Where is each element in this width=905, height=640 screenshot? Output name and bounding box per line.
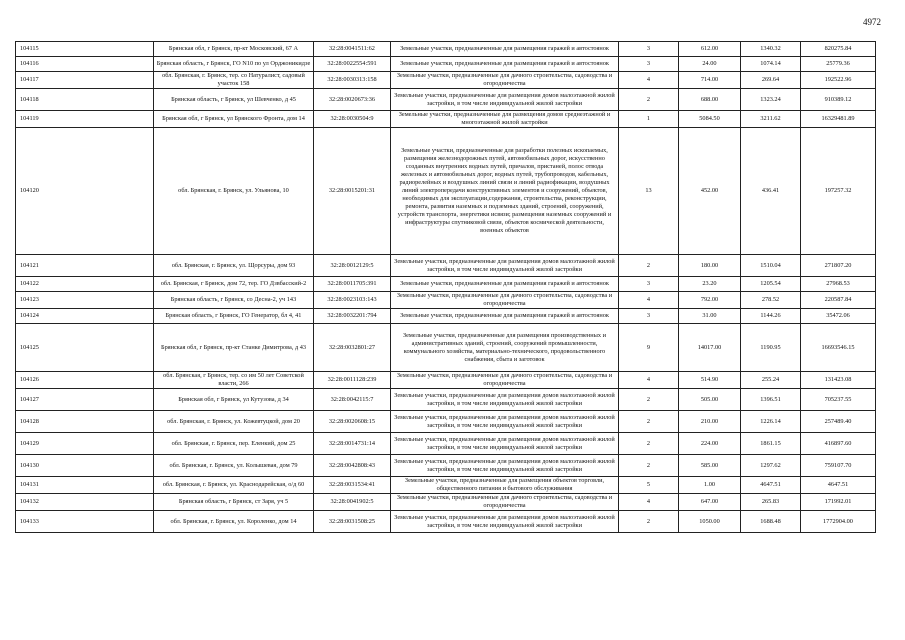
- cell-address: обл. Брянская, г. Брянск, тер. со Натуралист, садовый участок 158: [154, 72, 314, 89]
- cell-specific-value: 3211.62: [741, 111, 801, 128]
- cell-specific-value: 1861.15: [741, 433, 801, 455]
- cell-area: 792.00: [679, 292, 741, 309]
- cell-land-use: Земельные участки, предназначенные для размещения домов малоэтажной жилой застройки, в том числе индивидуальной жилой застройки: [391, 389, 619, 411]
- cell-cadastral-number: 32:28:0011128:239: [314, 372, 391, 389]
- table-row: [16, 292, 876, 309]
- table-row: [16, 411, 876, 433]
- table-row: [16, 389, 876, 411]
- cell-cadastral-value: 257489.40: [801, 411, 876, 433]
- cell-cadastral-number: 32:28:0020673:36: [314, 89, 391, 111]
- cell-cadastral-number: 32:28:0042808:43: [314, 455, 391, 477]
- cell-cadastral-value: 271807.20: [801, 255, 876, 277]
- cell-land-use: Земельные участки, предназначенные для размещения гаражей и автостоянок: [391, 42, 619, 57]
- cell-address: Брянская обл, г Брянск, ул Кутузова, д 34: [154, 389, 314, 411]
- cell-specific-value: 278.52: [741, 292, 801, 309]
- cell-area: 452.00: [679, 128, 741, 255]
- cell-group: 13: [619, 128, 679, 255]
- cell-address: Брянская обл, г Брянск, пр-кт Московский, 67 А: [154, 42, 314, 57]
- cell-area: 23.20: [679, 277, 741, 292]
- cell-cadastral-number: 32:28:0031534:41: [314, 477, 391, 494]
- cell-specific-value: 1190.95: [741, 324, 801, 372]
- cell-cadastral-value: 16693546.15: [801, 324, 876, 372]
- cell-cadastral-value: 171992.01: [801, 494, 876, 511]
- cell-land-use: Земельные участки, предназначенные для размещения гаражей и автостоянок: [391, 309, 619, 324]
- table-row: [16, 309, 876, 324]
- cell-specific-value: 1396.51: [741, 389, 801, 411]
- cell-address: обл. Брянская, г. Брянск, ул. Ульянова, 10: [154, 128, 314, 255]
- cell-group: 1: [619, 111, 679, 128]
- cell-specific-value: 1688.48: [741, 511, 801, 533]
- cell-cadastral-number: 32:28:0020608:15: [314, 411, 391, 433]
- cell-group: 2: [619, 389, 679, 411]
- cell-cadastral-number: 32:28:0015201:31: [314, 128, 391, 255]
- cell-land-use: Земельные участки, предназначенные для размещения производственных и административных зданий, строений, сооружений промышленности, коммунального хозяйства, материально-технического, продовольственного снабжения, сбыта и заготовок: [391, 324, 619, 372]
- cell-number: 104125: [16, 324, 154, 372]
- cell-address: Брянская область, г Брянск, ст Заря, уч 5: [154, 494, 314, 511]
- cell-specific-value: 255.24: [741, 372, 801, 389]
- cell-specific-value: 1323.24: [741, 89, 801, 111]
- table-row: [16, 455, 876, 477]
- cell-number: 104132: [16, 494, 154, 511]
- table-row: [16, 511, 876, 533]
- cell-cadastral-value: 192522.96: [801, 72, 876, 89]
- cell-land-use: Земельные участки, предназначенные для разработки полезных ископаемых, размещения железнодорожных путей, автомобильных дорог, искусственно созданных внутренних водных путей, причалов, пристаней, полос отвода железных и автомобильных дорог, водных путей, трубопроводов, кабельных, радиорелейных и воздушных линий связи и линий радиофикации, воздушных линий электропередачи конструктивных элементов и сооружений, объектов, необходимых для эксплуатации,содержания, строительства, реконструкции, ремонта, развития наземных и подземных зданий, строений, сооружений, устройств транспорта, энергетики исвязи; размещения наземных сооружений и инфраструктуры спутниковой связи, объектов космической деятельности, военных объектов: [391, 128, 619, 255]
- table-row: [16, 89, 876, 111]
- cell-number: 104126: [16, 372, 154, 389]
- cell-land-use: Земельные участки, предназначенные для размещения объектов торговли, общественного питания и бытового обслуживания: [391, 477, 619, 494]
- page-number: 4972: [863, 17, 881, 27]
- cell-group: 4: [619, 494, 679, 511]
- cell-area: 1.00: [679, 477, 741, 494]
- cell-land-use: Земельные участки, предназначенные для дачного строительства, садоводства и огородничества: [391, 494, 619, 511]
- cell-number: 104129: [16, 433, 154, 455]
- cell-address: обл. Брянская, г Брянск, тер. со им 50 лет Советской власти, 266: [154, 372, 314, 389]
- cell-number: 104120: [16, 128, 154, 255]
- cell-land-use: Земельные участки, предназначенные для дачного строительства, садоводства и огородничества: [391, 372, 619, 389]
- cell-cadastral-value: 35472.06: [801, 309, 876, 324]
- cell-cadastral-number: 32:28:0011705:391: [314, 277, 391, 292]
- cell-group: 3: [619, 42, 679, 57]
- cell-land-use: Земельные участки, предназначенные для размещения домов малоэтажной жилой застройки, в том числе индивидуальной жилой застройки: [391, 89, 619, 111]
- cell-number: 104121: [16, 255, 154, 277]
- table-row: [16, 128, 876, 255]
- cell-number: 104133: [16, 511, 154, 533]
- cell-group: 3: [619, 309, 679, 324]
- cell-area: 585.00: [679, 455, 741, 477]
- cell-number: 104118: [16, 89, 154, 111]
- cell-cadastral-value: 416897.60: [801, 433, 876, 455]
- cell-area: 647.00: [679, 494, 741, 511]
- cell-land-use: Земельные участки, предназначенные для дачного строительства, садоводства и огородничества: [391, 72, 619, 89]
- cell-land-use: Земельные участки, предназначенные для размещения домов среднеэтажной и многоэтажной жилой застройки: [391, 111, 619, 128]
- cell-group: 9: [619, 324, 679, 372]
- cell-cadastral-number: 32:28:0032801:27: [314, 324, 391, 372]
- cell-group: 4: [619, 72, 679, 89]
- cell-cadastral-value: 25779.36: [801, 57, 876, 72]
- cell-specific-value: 1510.04: [741, 255, 801, 277]
- cell-number: 104123: [16, 292, 154, 309]
- cell-specific-value: 1297.62: [741, 455, 801, 477]
- cell-address: Брянская область, г Брянск, ГО N10 по ул Орджоникидзе: [154, 57, 314, 72]
- cell-address: обл. Брянская, г. Брянск, пер. Еленкий, дом 25: [154, 433, 314, 455]
- cell-cadastral-number: 32:28:0031508:25: [314, 511, 391, 533]
- cell-area: 505.00: [679, 389, 741, 411]
- cell-address: Брянская обл, г Брянск, пр-кт Станке Димитрова, д 43: [154, 324, 314, 372]
- cell-cadastral-number: 32:28:0032201:794: [314, 309, 391, 324]
- cell-cadastral-number: 32:28:0012129:5: [314, 255, 391, 277]
- cell-area: 514.90: [679, 372, 741, 389]
- cell-cadastral-value: 820275.84: [801, 42, 876, 57]
- cell-cadastral-value: 197257.32: [801, 128, 876, 255]
- table-row: [16, 477, 876, 494]
- cell-number: 104116: [16, 57, 154, 72]
- table-row: [16, 372, 876, 389]
- cell-area: 14017.00: [679, 324, 741, 372]
- cell-cadastral-value: 131423.08: [801, 372, 876, 389]
- cell-group: 2: [619, 89, 679, 111]
- cell-cadastral-value: 705237.55: [801, 389, 876, 411]
- cell-specific-value: 1205.54: [741, 277, 801, 292]
- cell-area: 612.00: [679, 42, 741, 57]
- cell-cadastral-value: 27968.53: [801, 277, 876, 292]
- cell-specific-value: 269.64: [741, 72, 801, 89]
- cell-group: 2: [619, 433, 679, 455]
- cell-area: 224.00: [679, 433, 741, 455]
- cell-cadastral-number: 32:28:0022554:591: [314, 57, 391, 72]
- cell-cadastral-number: 32:28:0041511:62: [314, 42, 391, 57]
- cell-cadastral-number: 32:28:0041902:5: [314, 494, 391, 511]
- cell-specific-value: 1226.14: [741, 411, 801, 433]
- cell-cadastral-value: 220587.84: [801, 292, 876, 309]
- cell-specific-value: 1144.26: [741, 309, 801, 324]
- cell-address: обл. Брянская, г. Брянск, ул. Короленко, дом 14: [154, 511, 314, 533]
- cell-address: обл. Брянская, г Брянск, дом 72, тер. ГО Дзвбасский-2: [154, 277, 314, 292]
- cell-cadastral-number: 32:28:0042115:7: [314, 389, 391, 411]
- cell-cadastral-value: 759107.70: [801, 455, 876, 477]
- cell-group: 2: [619, 411, 679, 433]
- table-row: [16, 277, 876, 292]
- cell-cadastral-value: 1772904.00: [801, 511, 876, 533]
- cell-specific-value: 1340.32: [741, 42, 801, 57]
- cell-address: Брянская область, г Брянск, ул Шевченко, д 45: [154, 89, 314, 111]
- cell-group: 2: [619, 255, 679, 277]
- cell-land-use: Земельные участки, предназначенные для размещения домов малоэтажной жилой застройки, в том числе индивидуальной жилой застройки: [391, 411, 619, 433]
- cell-address: обл. Брянская, г. Брянск, ул. Колышевая, дом 79: [154, 455, 314, 477]
- cell-number: 104119: [16, 111, 154, 128]
- table-row: [16, 42, 876, 57]
- cell-land-use: Земельные участки, предназначенные для размещения домов малоэтажной жилой застройки, в том числе индивидуальной жилой застройки: [391, 511, 619, 533]
- cell-land-use: Земельные участки, предназначенные для размещения гаражей и автостоянок: [391, 277, 619, 292]
- cell-cadastral-value: 16329481.89: [801, 111, 876, 128]
- cell-cadastral-value: 910389.12: [801, 89, 876, 111]
- cell-area: 210.00: [679, 411, 741, 433]
- cell-address: обл. Брянская, г. Брянск, ул. Краснодарейская, о/д 60: [154, 477, 314, 494]
- cell-group: 3: [619, 57, 679, 72]
- cell-number: 104128: [16, 411, 154, 433]
- table-row: [16, 324, 876, 372]
- table-row: [16, 72, 876, 89]
- cell-cadastral-value: 4647.51: [801, 477, 876, 494]
- cell-number: 104127: [16, 389, 154, 411]
- cell-specific-value: 1074.14: [741, 57, 801, 72]
- table-row: [16, 255, 876, 277]
- cell-area: 5084.50: [679, 111, 741, 128]
- cell-area: 180.00: [679, 255, 741, 277]
- cell-address: обл. Брянская, г. Брянск, ул. Кожевтуцкой, дом 20: [154, 411, 314, 433]
- cell-land-use: Земельные участки, предназначенные для размещения домов малоэтажной жилой застройки, в том числе индивидуальной жилой застройки: [391, 433, 619, 455]
- cell-group: 3: [619, 277, 679, 292]
- cell-area: 31.00: [679, 309, 741, 324]
- cell-address: Брянская обл, г Брянск, ул Брянского Фронта, дом 14: [154, 111, 314, 128]
- cell-number: 104115: [16, 42, 154, 57]
- cell-specific-value: 265.83: [741, 494, 801, 511]
- cell-address: обл. Брянская, г. Брянск, ул. Щорсуры, дом 93: [154, 255, 314, 277]
- cell-address: Брянская область, г Брянск, ГО Генератор, бл 4, 41: [154, 309, 314, 324]
- cell-land-use: Земельные участки, предназначенные для размещения домов малоэтажной жилой застройки, в том числе индивидуальной жилой застройки: [391, 455, 619, 477]
- cell-number: 104124: [16, 309, 154, 324]
- cell-address: Брянская область, г Брянск, со Десна-2, уч 143: [154, 292, 314, 309]
- cell-land-use: Земельные участки, предназначенные для размещения гаражей и автостоянок: [391, 57, 619, 72]
- cadastral-value-table: [15, 41, 876, 533]
- cell-specific-value: 436.41: [741, 128, 801, 255]
- cell-number: 104131: [16, 477, 154, 494]
- cell-group: 4: [619, 292, 679, 309]
- cell-area: 688.00: [679, 89, 741, 111]
- table-row: [16, 111, 876, 128]
- cell-area: 24.00: [679, 57, 741, 72]
- cell-cadastral-number: 32:28:0014731:14: [314, 433, 391, 455]
- cell-cadastral-number: 32:28:0030313:158: [314, 72, 391, 89]
- cell-group: 2: [619, 511, 679, 533]
- table-row: [16, 433, 876, 455]
- cell-group: 4: [619, 372, 679, 389]
- cell-cadastral-number: 32:28:0023103:143: [314, 292, 391, 309]
- cell-cadastral-number: 32:28:0030504:9: [314, 111, 391, 128]
- table-row: [16, 494, 876, 511]
- cell-specific-value: 4647.51: [741, 477, 801, 494]
- cell-group: 5: [619, 477, 679, 494]
- cell-area: 1050.00: [679, 511, 741, 533]
- cell-area: 714.00: [679, 72, 741, 89]
- cell-number: 104117: [16, 72, 154, 89]
- cell-number: 104122: [16, 277, 154, 292]
- cell-land-use: Земельные участки, предназначенные для дачного строительства, садоводства и огородничества: [391, 292, 619, 309]
- cell-group: 2: [619, 455, 679, 477]
- cell-number: 104130: [16, 455, 154, 477]
- table-row: [16, 57, 876, 72]
- cell-land-use: Земельные участки, предназначенные для размещения домов малоэтажной жилой застройки, в том числе индивидуальной жилой застройки: [391, 255, 619, 277]
